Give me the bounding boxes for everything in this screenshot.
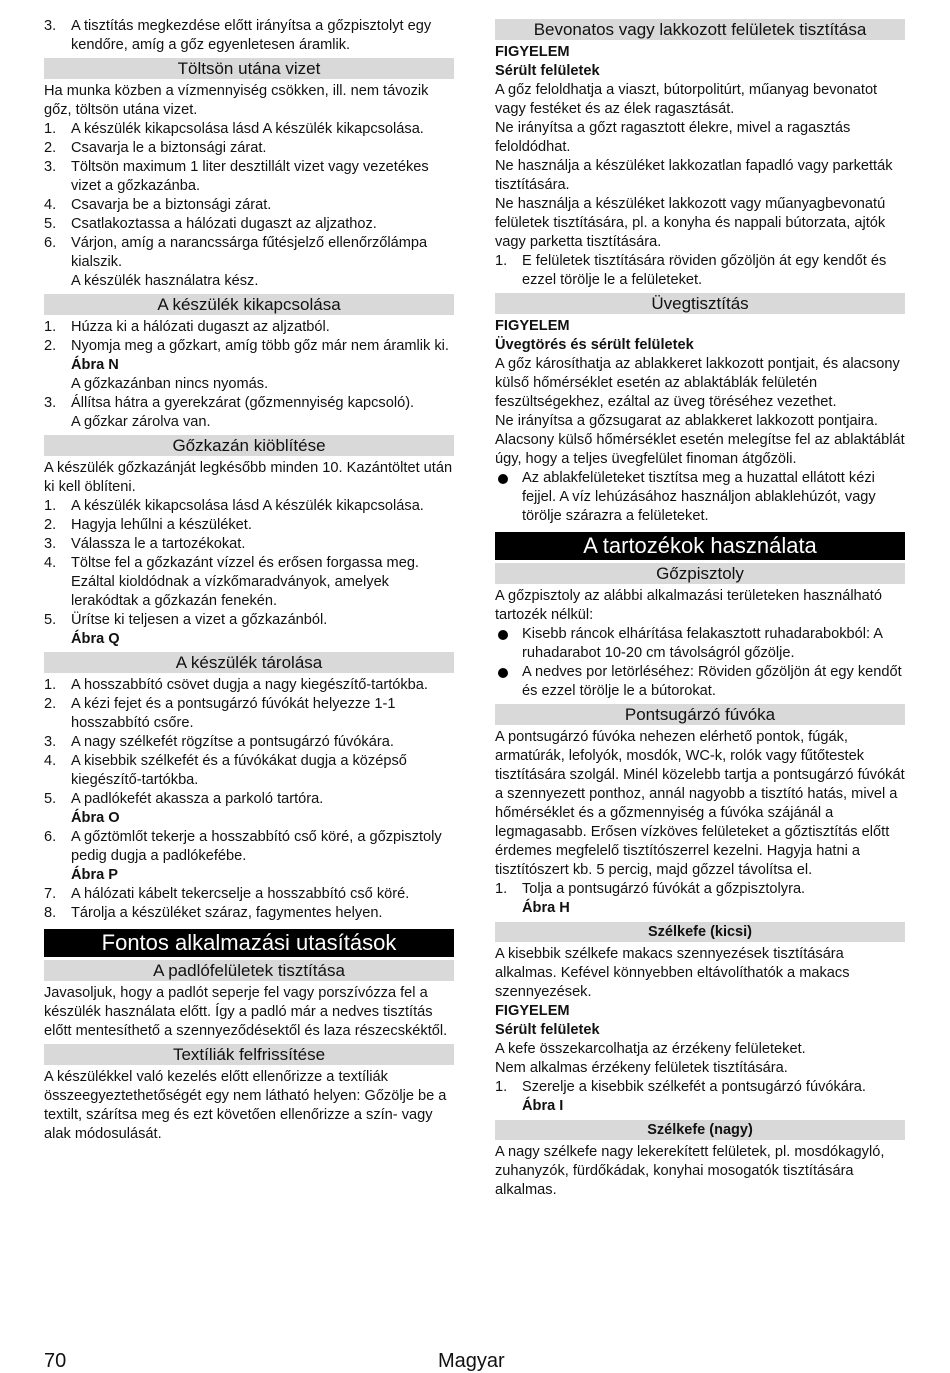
figure-reference: Ábra P: [71, 867, 119, 883]
section-heading-storage: A készülék tárolása: [44, 652, 454, 673]
section-heading-nozzle: Pontsugárzó fúvóka: [495, 704, 905, 725]
paragraph: A gőzpisztoly az alábbi alkalmazási területeken használható tartozék nélkül:: [495, 588, 882, 623]
refill-steps: [44, 120, 454, 291]
notice-subtitle: Sérült felületek: [495, 63, 600, 79]
section-heading-refill: Töltsön utána vizet: [44, 58, 454, 79]
list-item: 1. Szerelje a kisebbik szélkefét a pontsugárzó fúvókára. Ábra I: [495, 1078, 905, 1116]
figure-reference: Ábra O: [71, 810, 120, 826]
list-item: 3. Állítsa hátra a gyerekzárat (gőzmennyiség kapcsoló). A gőzkar zárolva van.: [44, 395, 415, 430]
paragraph: Ne irányítsa a gőzt ragasztott élekre, mivel a ragasztás feloldódhat.: [495, 120, 851, 155]
figure-reference: Ábra Q: [71, 631, 120, 647]
page-number: 70: [44, 1350, 67, 1372]
bullet-item: Kisebb ráncok elhárítása felakasztott ruhadarabokból: A ruhadarabot 10-20 cm távolságról gőzölje.: [495, 625, 905, 663]
left-column: [44, 17, 454, 1144]
paragraph: A kefe összekarcolhatja az érzékeny felületeket.: [495, 1041, 806, 1057]
paragraph: Nem alkalmas érzékeny felületek tisztítására.: [495, 1060, 788, 1076]
list-item: 1. A készülék kikapcsolása lásd A készülék kikapcsolása.: [44, 121, 424, 137]
right-column: [495, 17, 905, 1200]
list-item: 5. A padlókefét akassza a parkoló tartóra. Ábra O: [44, 790, 454, 828]
paragraph: Javasoljuk, hogy a padlót seperje fel vagy porszívózza fel a készülék használata előtt. Így a padló már a nedves tisztítás előtt mentesíthető a szennyeződésektől és laza részecskéktől.: [44, 985, 448, 1039]
switch-off-steps: [44, 318, 454, 432]
bullet-icon: [498, 668, 508, 678]
section-heading-floor: A padlófelületek tisztítása: [44, 960, 454, 981]
paragraph: A pontsugárzó fúvóka nehezen elérhető pontok, fúgák, armatúrák, lefolyók, mosdók, WC-k, rolók vagy fűtőtestek tisztítására szolgál. Minél közelebb tartja a pontsugárzó fúvókát a szennyezett ponthoz, annál nagyobb a tisztító hatás, mivel a hőmérséklet és a gőzmennyiség a fúvóka szájánál a legmagasabb. Erősen vízköves felületeket a gőztisztítás előtt érdemes megfelelő tisztítószerrel kezelni. Hagyja hatni a tisztítószert kb. 5 percig, majd gőzzel távolítsa el.: [495, 729, 905, 878]
list-item: 2. A kézi fejet és a pontsugárzó fúvókát helyezze 1-1 hosszabbító csőre.: [44, 696, 396, 731]
list-item: 4. Csavarja be a biztonsági zárat.: [44, 197, 272, 213]
list-item: 3. Válassza le a tartozékokat.: [44, 536, 246, 552]
notice-subtitle: Üvegtörés és sérült felületek: [495, 337, 694, 353]
section-heading-rinse: Gőzkazán kiöblítése: [44, 435, 454, 456]
list-item: 1. A hosszabbító csövet dugja a nagy kiegészítő-tartókba.: [44, 677, 428, 693]
section-heading-coated: Bevonatos vagy lakkozott felületek tisztítása: [495, 19, 905, 40]
paragraph: A gőz feloldhatja a viaszt, bútorpolitúrt, műanyag bevonatot vagy festéket és az élek ragasztását.: [495, 82, 878, 117]
figure-reference: Ábra N: [71, 357, 119, 373]
list-item: 7. A hálózati kábelt tekercselje a hosszabbító cső köré.: [44, 886, 410, 902]
list-item: 1. Tolja a pontsugárzó fúvókát a gőzpisztolyra. Ábra H: [495, 880, 905, 918]
paragraph: Ne irányítsa a gőzsugarat az ablakkeret lakkozott pontjaira.: [495, 413, 878, 429]
list-item: 2. Csavarja le a biztonsági zárat.: [44, 140, 267, 156]
bullet-item: Az ablakfelületeket tisztítsa meg a huzattal ellátott kézi fejjel. A víz lehúzásához használjon ablaklehúzót, vagy törölje szárazra a felületeket.: [495, 469, 905, 526]
notice-label: FIGYELEM: [495, 44, 570, 60]
notice-label: FIGYELEM: [495, 318, 570, 334]
paragraph: A gőz károsíthatja az ablakkeret lakkozott pontjait, és alacsony külső hőmérséklet esetén az ablaktáblák felületén feszültségekhez, ezáltal az üveg töréséhez vezethet.: [495, 356, 900, 410]
subsection-heading-small-brush: Szélkefe (kicsi): [495, 922, 905, 942]
list-item: 8. Tárolja a készüléket száraz, fagymentes helyen.: [44, 905, 383, 921]
figure-reference: Ábra H: [522, 900, 570, 916]
list-item: 4. Töltse fel a gőzkazánt vízzel és erősen forgassa meg. Ezáltal kioldódnak a vízkőmaradványok, amelyek lerakódtak a gőzkazán fenekén.: [44, 555, 419, 609]
paragraph: A kisebbik szélkefe makacs szennyezések tisztítására alkalmas. Kefével könnyebben eltávolíthatók a makacs szennyezések.: [495, 946, 850, 1000]
paragraph: Ne használja a készüléket lakkozott vagy műanyagbevonatú felületek tisztítására, pl. a konyha és nappali bútorzata, ajtók vagy parketta tisztítására.: [495, 196, 886, 250]
section-heading-textiles: Textíliák felfrissítése: [44, 1044, 454, 1065]
list-item: 2. Hagyja lehűlni a készüléket.: [44, 517, 252, 533]
list-item: 1. Húzza ki a hálózati dugaszt az aljzatból.: [44, 319, 330, 335]
section-heading-glass: Üvegtisztítás: [495, 293, 905, 314]
bullet-icon: [498, 630, 508, 640]
paragraph: Ha munka közben a vízmennyiség csökken, ill. nem távozik gőz, töltsön utána vizet.: [44, 83, 429, 118]
storage-steps: [44, 676, 454, 923]
list-item: 4. A kisebbik szélkefét és a fúvókákat dugja a középső kiegészítő-tartókba.: [44, 753, 407, 788]
chapter-heading-accessories: A tartozékok használata: [495, 532, 905, 560]
bullet-icon: [498, 474, 508, 484]
bullet-item: A nedves por letörléséhez: Röviden gőzöljön át egy kendőt és ezzel törölje le a bútorokat.: [495, 663, 905, 701]
notice-subtitle: Sérült felületek: [495, 1022, 600, 1038]
notice-label: FIGYELEM: [495, 1003, 570, 1019]
chapter-heading-important: Fontos alkalmazási utasítások: [44, 929, 454, 957]
list-item: 3. Töltsön maximum 1 liter desztillált vizet vagy vezetékes vizet a gőzkazánba.: [44, 159, 429, 194]
subsection-heading-large-brush: Szélkefe (nagy): [495, 1120, 905, 1140]
section-heading-switch-off: A készülék kikapcsolása: [44, 294, 454, 315]
paragraph: Alacsony külső hőmérséklet esetén melegítse fel az ablaktáblát úgy, hogy a teljes üvegfelület finoman átgőzöli.: [495, 432, 905, 467]
list-item: 6. A gőztömlőt tekerje a hosszabbító cső köré, a gőzpisztoly pedig dugja a padlókefébe. Ábra P: [44, 828, 454, 885]
list-item: 1. A készülék kikapcsolása lásd A készülék kikapcsolása.: [44, 498, 424, 514]
list-item: 6. Várjon, amíg a narancssárga fűtésjelző ellenőrzőlámpa kialszik. A készülék használatra kész.: [44, 235, 428, 289]
list-item: 3. A tisztítás megkezdése előtt irányítsa a gőzpisztolyt egy kendőre, amíg a gőz egyenletesen áramlik.: [44, 18, 432, 53]
list-item: 2. Nyomja meg a gőzkart, amíg több gőz már nem áramlik ki. Ábra N A gőzkazánban nincs nyomás.: [44, 337, 454, 394]
paragraph: Ne használja a készüléket lakkozatlan fapadló vagy parketták tisztítására.: [495, 158, 893, 193]
paragraph: A készülékkel való kezelés előtt ellenőrizze a textíliák összeegyeztethetőségét egy nem látható helyen: Gőzölje be a textilt, szárítsa meg és ezt követően ellenőrizze a szín- vagy alak módosulását.: [44, 1069, 447, 1142]
page-language: Magyar: [438, 1350, 505, 1372]
rinse-steps: [44, 497, 454, 649]
figure-reference: Ábra I: [522, 1098, 564, 1114]
list-item: 5. Csatlakoztassa a hálózati dugaszt az aljzathoz.: [44, 216, 377, 232]
list-item: 3. A nagy szélkefét rögzítse a pontsugárzó fúvókára.: [44, 734, 394, 750]
section-heading-gun: Gőzpisztoly: [495, 563, 905, 584]
list-item: 5. Ürítse ki teljesen a vizet a gőzkazánból. Ábra Q: [44, 611, 454, 649]
list-item: 1. E felületek tisztítására röviden gőzöljön át egy kendőt és ezzel törölje le a felületeket.: [495, 253, 887, 288]
paragraph: A nagy szélkefe nagy lekerekített felületek, pl. mosdókagyló, zuhanyzók, fürdőkádak, konyhai mosogatók tisztítására alkalmas.: [495, 1144, 885, 1198]
paragraph: A készülék gőzkazánját legkésőbb minden 10. Kazántöltet után ki kell öblíteni.: [44, 460, 453, 495]
